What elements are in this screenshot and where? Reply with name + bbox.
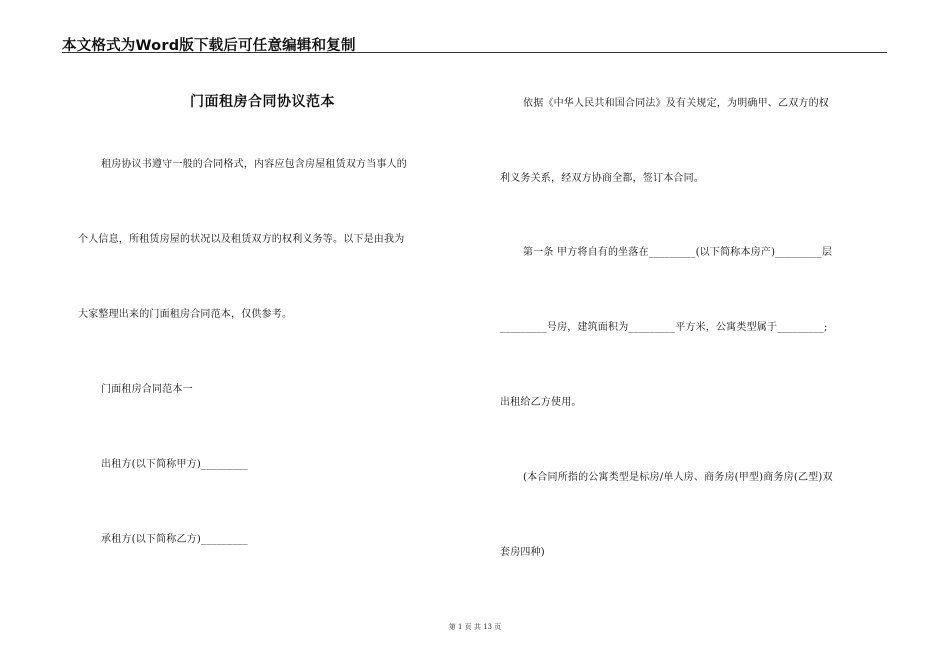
right-paragraph-line: 利义务关系，经双方协商全都，签订本合同。	[500, 173, 704, 184]
lessee-field-line: 承租方(以下简称乙方)_________	[101, 534, 248, 545]
left-paragraph-line: 个人信息，所租赁房屋的状况以及租赁双方的权利义务等。以下是由我为	[78, 234, 405, 245]
lessor-field-line: 出租方(以下简称甲方)_________	[101, 459, 248, 470]
article-one-line: 出租给乙方使用。	[500, 397, 582, 408]
article-one-line: _________号房，建筑面积为_________平方米，公寓类型属于_________;	[500, 322, 828, 333]
article-one-line: 第一条 甲方将自有的坐落在_________(以下简称本房产)_________层	[523, 247, 833, 258]
document-title: 门面租房合同协议范本	[190, 94, 335, 110]
note-line: (本合同所指的公寓类型是标房/单人房、商务房(甲型)商务房(乙型)双	[523, 472, 833, 483]
document-header: 本文格式为Word版下载后可任意编辑和复制	[62, 38, 356, 54]
note-line: 套房四种)	[500, 547, 545, 558]
right-paragraph-line: 依据《中华人民共和国合同法》及有关规定，为明确甲、乙双方的权	[523, 98, 829, 109]
header-divider	[62, 52, 887, 53]
left-paragraph-line: 大家整理出来的门面租房合同范本，仅供参考。	[78, 309, 293, 320]
page-indicator: 第 1 页 共 13 页	[448, 623, 502, 631]
left-paragraph-line: 租房协议书遵守一般的合同格式，内容应包含房屋租赁双方当事人的	[101, 159, 407, 170]
section-heading: 门面租房合同范本一	[101, 384, 193, 395]
